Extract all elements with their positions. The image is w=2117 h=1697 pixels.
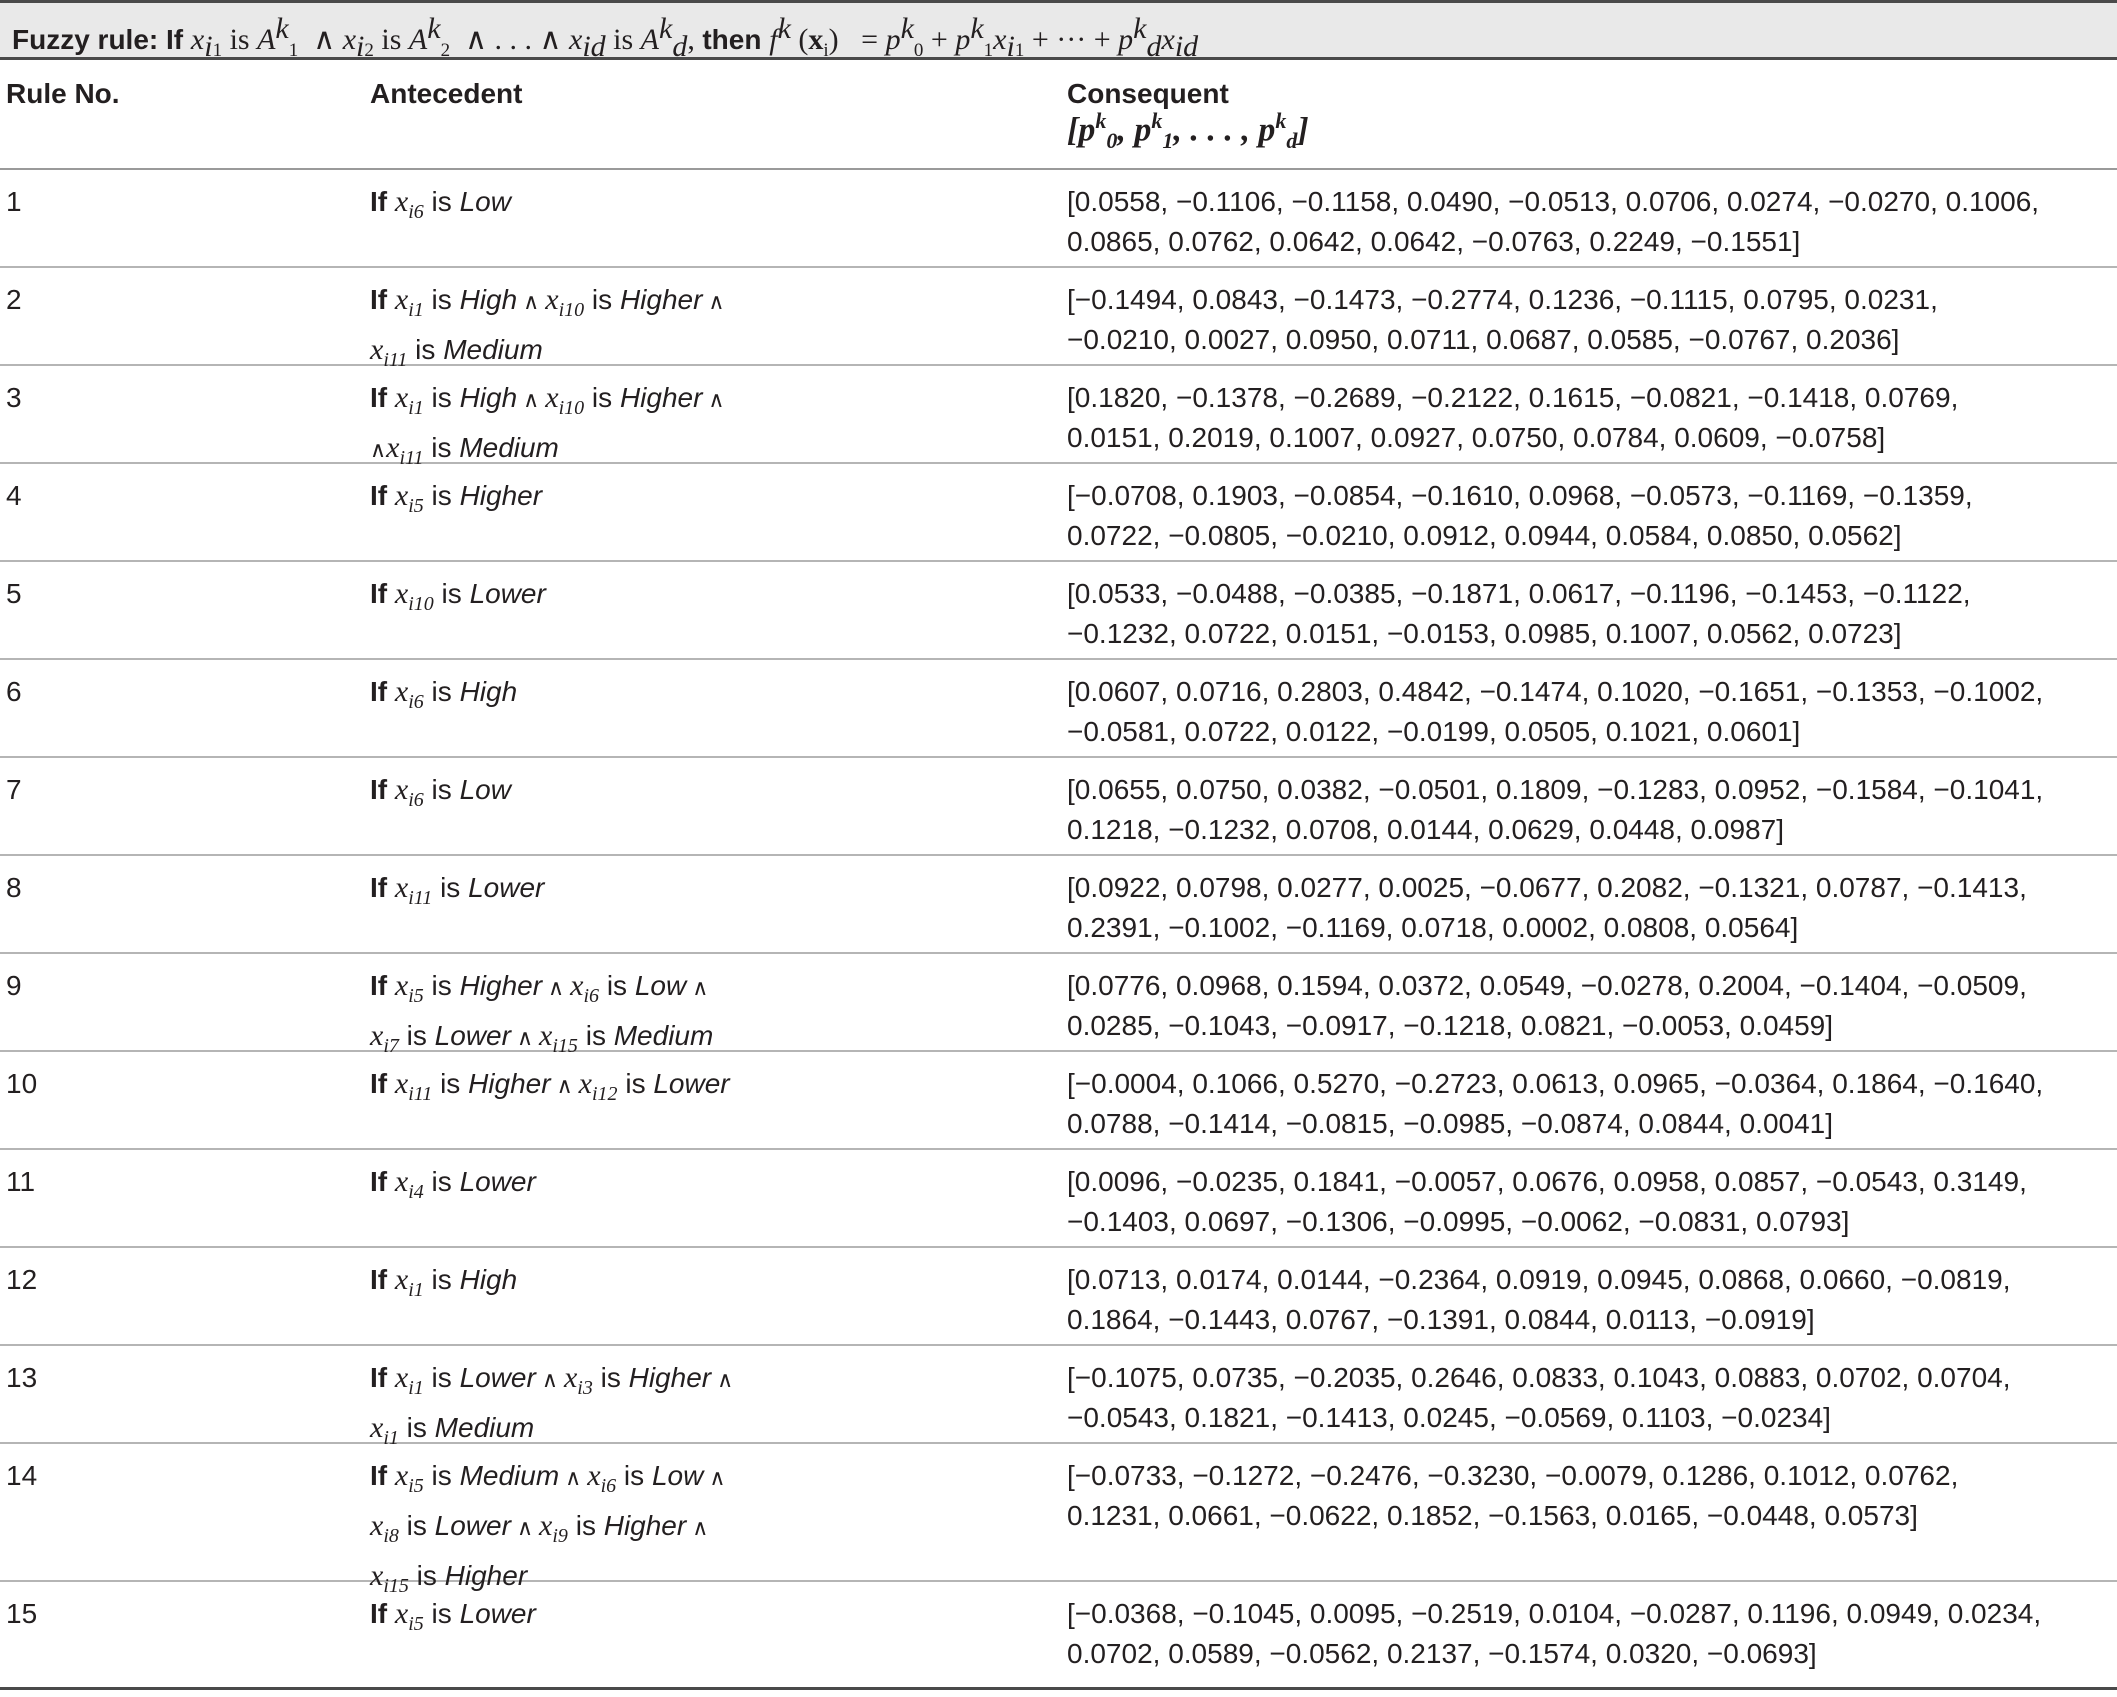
linguistic-term: Higher bbox=[459, 970, 543, 1001]
table-row bbox=[0, 464, 2117, 562]
if-keyword: If bbox=[370, 970, 388, 1001]
linguistic-term: Lower bbox=[469, 578, 546, 609]
table-row bbox=[0, 562, 2117, 660]
variable: $x_{i5}$ bbox=[394, 479, 424, 517]
is-keyword: is bbox=[423, 1264, 460, 1295]
table-row bbox=[0, 1346, 2117, 1449]
is-keyword: is bbox=[432, 1068, 469, 1099]
linguistic-term: Higher bbox=[628, 1362, 712, 1393]
table-row bbox=[0, 1052, 2117, 1150]
consequent-cell: [0.1820, −0.1378, −0.2689, −0.2122, 0.1615, −0.0821, −0.1418, 0.0769, 0.0151, 0.2019, 0.1007, 0.0927, 0.0750, 0.0784, 0.0609, −0.0758] bbox=[1067, 382, 1959, 453]
is-keyword: is bbox=[423, 432, 460, 463]
and-operator: ∧ bbox=[717, 1368, 734, 1393]
table-row bbox=[0, 660, 2117, 758]
rule-number: 13 bbox=[6, 1362, 38, 1393]
and-operator: ∧ bbox=[516, 1516, 534, 1541]
linguistic-term: Medium bbox=[459, 1460, 560, 1491]
antecedent-cell bbox=[370, 378, 810, 478]
antecedent-cell bbox=[370, 574, 810, 624]
and-operator: ∧ bbox=[548, 976, 565, 1001]
rule-number: 6 bbox=[6, 676, 22, 707]
is-keyword: is bbox=[584, 382, 620, 413]
antecedent-cell bbox=[370, 1358, 810, 1458]
caption-if: If bbox=[166, 24, 184, 55]
variable: $x_{i1}$ bbox=[394, 381, 424, 419]
table-header bbox=[0, 60, 2117, 170]
linguistic-term: Lower bbox=[653, 1068, 730, 1099]
table-row bbox=[0, 268, 2117, 371]
linguistic-term: Higher bbox=[619, 284, 703, 315]
consequent-cell: [0.0776, 0.0968, 0.1594, 0.0372, 0.0549, −0.0278, 0.2004, −0.1404, −0.0509, 0.0285, −0.1043, −0.0917, −0.1218, 0.0821, −0.0053, 0.0459] bbox=[1067, 970, 2027, 1041]
is-keyword: is bbox=[423, 970, 460, 1001]
table-row bbox=[0, 1582, 2117, 1690]
and-operator: ∧ bbox=[516, 1026, 534, 1051]
variable: $x_{i12}$ bbox=[578, 1067, 618, 1105]
consequent-cell: [0.0607, 0.0716, 0.2803, 0.4842, −0.1474, 0.1020, −0.1651, −0.1353, −0.1002, −0.0581, 0.0722, 0.0122, −0.0199, 0.0505, 0.1021, 0.0601] bbox=[1067, 676, 2044, 747]
rule-number: 5 bbox=[6, 578, 22, 609]
variable: $x_{i5}$ bbox=[394, 1459, 424, 1497]
is-keyword: is bbox=[567, 1510, 604, 1541]
antecedent-cell bbox=[370, 1594, 810, 1644]
variable: $x_{i11}$ bbox=[370, 333, 408, 371]
linguistic-term: Lower bbox=[459, 1598, 536, 1629]
and-operator: ∧ bbox=[692, 976, 709, 1001]
table-row bbox=[0, 1150, 2117, 1248]
consequent-cell: [−0.0733, −0.1272, −0.2476, −0.3230, −0.0079, 0.1286, 0.1012, 0.0762, 0.1231, 0.0661, −0.0622, 0.1852, −0.1563, 0.0165, −0.0448, 0.0573] bbox=[1067, 1460, 1959, 1531]
consequent-cell: [−0.0368, −0.1045, 0.0095, −0.2519, 0.0104, −0.0287, 0.1196, 0.0949, 0.0234, 0.0702, 0.0589, −0.0562, 0.2137, −0.1574, 0.0320, −0.0693] bbox=[1067, 1598, 2042, 1669]
linguistic-term: Medium bbox=[459, 432, 559, 463]
rule-number: 11 bbox=[6, 1166, 36, 1197]
is-keyword: is bbox=[398, 1412, 435, 1443]
antecedent-cell bbox=[370, 1064, 810, 1114]
linguistic-term: Lower bbox=[434, 1510, 511, 1541]
consequent-cell: [−0.0708, 0.1903, −0.0854, −0.1610, 0.0968, −0.0573, −0.1169, −0.1359, 0.0722, −0.0805, −0.0210, 0.0912, 0.0944, 0.0584, 0.0850, 0.0562] bbox=[1067, 480, 1973, 551]
consequent-cell: [0.0558, −0.1106, −0.1158, 0.0490, −0.0513, 0.0706, 0.0274, −0.0270, 0.1006, 0.0865, 0.0762, 0.0642, 0.0642, −0.0763, 0.2249, −0.1551] bbox=[1067, 186, 2040, 257]
table-row bbox=[0, 1444, 2117, 1597]
variable: $x_{i10}$ bbox=[394, 577, 434, 615]
rule-number: 9 bbox=[6, 970, 22, 1001]
variable: $x_{i6}$ bbox=[394, 675, 424, 713]
linguistic-term: Low bbox=[459, 774, 511, 805]
rule-number: 3 bbox=[6, 382, 22, 413]
variable: $x_{i4}$ bbox=[394, 1165, 424, 1203]
table-row bbox=[0, 170, 2117, 268]
if-keyword: If bbox=[370, 872, 388, 903]
variable: $x_{i5}$ bbox=[394, 1597, 424, 1635]
is-keyword: is bbox=[408, 1560, 445, 1591]
table-row bbox=[0, 856, 2117, 954]
consequent-cell: [−0.1494, 0.0843, −0.1473, −0.2774, 0.1236, −0.1115, 0.0795, 0.0231, −0.0210, 0.0027, 0.0950, 0.0711, 0.0687, 0.0585, −0.0767, 0.2036] bbox=[1067, 284, 1938, 355]
linguistic-term: Lower bbox=[468, 872, 545, 903]
rule-number: 14 bbox=[6, 1460, 38, 1491]
if-keyword: If bbox=[370, 1068, 388, 1099]
antecedent-cell bbox=[370, 1260, 810, 1310]
and-operator: ∧ bbox=[541, 1368, 558, 1393]
variable: $x_{i1}$ bbox=[370, 1411, 399, 1449]
is-keyword: is bbox=[423, 1166, 460, 1197]
is-keyword: is bbox=[433, 578, 470, 609]
antecedent-cell bbox=[370, 868, 810, 918]
is-keyword: is bbox=[398, 1020, 435, 1051]
variable: $x_{i6}$ bbox=[570, 969, 600, 1007]
variable: $x_{i15}$ bbox=[370, 1559, 409, 1597]
linguistic-term: Higher bbox=[619, 382, 703, 413]
if-keyword: If bbox=[370, 284, 388, 315]
variable: $x_{i11}$ bbox=[394, 1067, 433, 1105]
rule-number: 2 bbox=[6, 284, 22, 315]
if-keyword: If bbox=[370, 1460, 388, 1491]
variable: $x_{i6}$ bbox=[587, 1459, 617, 1497]
variable: $x_{i11}$ bbox=[394, 871, 433, 909]
antecedent-cell bbox=[370, 770, 810, 820]
variable: $x_{i9}$ bbox=[539, 1509, 568, 1547]
is-keyword: is bbox=[423, 186, 460, 217]
is-keyword: is bbox=[592, 1362, 629, 1393]
is-keyword: is bbox=[423, 284, 460, 315]
consequent-cell: [0.0922, 0.0798, 0.0277, 0.0025, −0.0677, 0.2082, −0.1321, 0.0787, −0.1413, 0.2391, −0.1002, −0.1169, 0.0718, 0.0002, 0.0808, 0.0564] bbox=[1067, 872, 2027, 943]
antecedent-cell bbox=[370, 182, 810, 232]
rule-number: 8 bbox=[6, 872, 22, 903]
header-antecedent: Antecedent bbox=[370, 78, 523, 109]
variable: $x_{i6}$ bbox=[394, 773, 424, 811]
linguistic-term: Higher bbox=[459, 480, 543, 511]
rule-number: 7 bbox=[6, 774, 22, 805]
is-keyword: is bbox=[432, 872, 469, 903]
antecedent-cell bbox=[370, 966, 810, 1066]
is-keyword: is bbox=[423, 1362, 460, 1393]
if-keyword: If bbox=[370, 1166, 388, 1197]
caption-formula: $x_{i1}$ is $A^k_1$ ∧ $x_{i2}$ is $A^k_2$ ∧ . . . ∧ $x_{id}$ is $A^k_d$, bbox=[190, 12, 703, 63]
variable: $x_{i1}$ bbox=[394, 1361, 424, 1399]
antecedent-cell bbox=[370, 280, 810, 380]
if-keyword: If bbox=[370, 676, 388, 707]
antecedent-cell bbox=[370, 476, 810, 526]
linguistic-term: Medium bbox=[613, 1020, 714, 1051]
linguistic-term: Higher bbox=[603, 1510, 687, 1541]
variable: $x_{i15}$ bbox=[539, 1019, 578, 1057]
variable: $x_{i1}$ bbox=[394, 283, 424, 321]
linguistic-term: High bbox=[459, 382, 518, 413]
if-keyword: If bbox=[370, 186, 388, 217]
and-operator: ∧ bbox=[692, 1516, 709, 1541]
variable: $\wedge x_{i11}$ bbox=[370, 431, 424, 469]
variable: $x_{i3}$ bbox=[563, 1361, 593, 1399]
consequent-cell: [−0.0004, 0.1066, 0.5270, −0.2723, 0.0613, 0.0965, −0.0364, 0.1864, −0.1640, 0.0788, −0.1414, −0.0815, −0.0985, −0.0874, 0.0844, 0.0041] bbox=[1067, 1068, 2044, 1139]
table-row bbox=[0, 366, 2117, 469]
header-consequent: Consequent bbox=[1067, 78, 1229, 109]
if-keyword: If bbox=[370, 1598, 388, 1629]
linguistic-term: Lower bbox=[459, 1166, 536, 1197]
is-keyword: is bbox=[584, 284, 620, 315]
antecedent-cell bbox=[370, 672, 810, 722]
linguistic-term: Higher bbox=[468, 1068, 551, 1099]
and-operator: ∧ bbox=[708, 290, 725, 315]
is-keyword: is bbox=[423, 382, 460, 413]
consequent-cell: [−0.1075, 0.0735, −0.2035, 0.2646, 0.0833, 0.1043, 0.0883, 0.0702, 0.0704, −0.0543, 0.1821, −0.1413, 0.0245, −0.0569, 0.1103, −0.0234] bbox=[1067, 1362, 2011, 1433]
caption-label: Fuzzy rule: bbox=[12, 24, 159, 55]
is-keyword: is bbox=[616, 1460, 652, 1491]
variable: $x_{i1}$ bbox=[394, 1263, 424, 1301]
antecedent-cell bbox=[370, 1162, 810, 1212]
variable: $x_{i10}$ bbox=[545, 381, 585, 419]
is-keyword: is bbox=[423, 774, 460, 805]
and-operator: ∧ bbox=[523, 388, 540, 413]
rule-number: 4 bbox=[6, 480, 22, 511]
header-rule-no: Rule No. bbox=[6, 78, 120, 109]
if-keyword: If bbox=[370, 774, 388, 805]
rule-number: 10 bbox=[6, 1068, 38, 1099]
and-operator: ∧ bbox=[708, 388, 725, 413]
linguistic-term: Lower bbox=[459, 1362, 536, 1393]
table-row bbox=[0, 758, 2117, 856]
variable: $x_{i5}$ bbox=[394, 969, 424, 1007]
linguistic-term: Medium bbox=[434, 1412, 535, 1443]
and-operator: ∧ bbox=[709, 1466, 726, 1491]
linguistic-term: Low bbox=[459, 186, 511, 217]
is-keyword: is bbox=[617, 1068, 654, 1099]
is-keyword: is bbox=[423, 1598, 460, 1629]
is-keyword: is bbox=[423, 676, 460, 707]
is-keyword: is bbox=[577, 1020, 614, 1051]
variable: $x_{i6}$ bbox=[394, 185, 424, 223]
linguistic-term: High bbox=[459, 1264, 518, 1295]
linguistic-term: Low bbox=[651, 1460, 704, 1491]
linguistic-term: Low bbox=[634, 970, 687, 1001]
is-keyword: is bbox=[423, 1460, 460, 1491]
and-operator: ∧ bbox=[523, 290, 540, 315]
header-consequent-vector: [$p^k_0$, $p^k_1$, . . . , $p^k_d$] bbox=[1067, 108, 1309, 154]
if-keyword: If bbox=[370, 382, 388, 413]
variable: $x_{i8}$ bbox=[370, 1509, 399, 1547]
table-row bbox=[0, 954, 2117, 1057]
consequent-cell: [0.0096, −0.0235, 0.1841, −0.0057, 0.0676, 0.0958, 0.0857, −0.0543, 0.3149, −0.1403, 0.0697, −0.1306, −0.0995, −0.0062, −0.0831, 0.0793] bbox=[1067, 1166, 2027, 1237]
caption-then: then bbox=[702, 24, 762, 55]
variable: $x_{i7}$ bbox=[370, 1019, 399, 1057]
and-operator: ∧ bbox=[565, 1466, 582, 1491]
consequent-cell: [0.0533, −0.0488, −0.0385, −0.1871, 0.0617, −0.1196, −0.1453, −0.1122, −0.1232, 0.0722, 0.0151, −0.0153, 0.0985, 0.1007, 0.0562, 0.0723] bbox=[1067, 578, 1971, 649]
is-keyword: is bbox=[398, 1510, 435, 1541]
table-caption bbox=[0, 0, 2117, 63]
rule-number: 15 bbox=[6, 1598, 38, 1629]
rule-number: 1 bbox=[6, 186, 22, 217]
if-keyword: If bbox=[370, 480, 388, 511]
linguistic-term: Higher bbox=[444, 1560, 528, 1591]
consequent-cell: [0.0655, 0.0750, 0.0382, −0.0501, 0.1809, −0.1283, 0.0952, −0.1584, −0.1041, 0.1218, −0.1232, 0.0708, 0.0144, 0.0629, 0.0448, 0.0987] bbox=[1067, 774, 2044, 845]
caption-consequent-formula: $f^k$ $(x_i) = p^k_0 + p^k_1x_{i1}$ + ··· + $p^k_dx_{id}$ bbox=[769, 12, 1199, 63]
is-keyword: is bbox=[407, 334, 444, 365]
linguistic-term: High bbox=[459, 676, 518, 707]
linguistic-term: Lower bbox=[434, 1020, 511, 1051]
consequent-cell: [0.0713, 0.0174, 0.0144, −0.2364, 0.0919, 0.0945, 0.0868, 0.0660, −0.0819, 0.1864, −0.1443, 0.0767, −0.1391, 0.0844, 0.0113, −0.0919] bbox=[1067, 1264, 2011, 1335]
if-keyword: If bbox=[370, 1264, 388, 1295]
table-row bbox=[0, 1248, 2117, 1346]
linguistic-term: Medium bbox=[443, 334, 543, 365]
is-keyword: is bbox=[423, 480, 460, 511]
if-keyword: If bbox=[370, 578, 388, 609]
and-operator: ∧ bbox=[556, 1074, 573, 1099]
linguistic-term: High bbox=[459, 284, 518, 315]
if-keyword: If bbox=[370, 1362, 388, 1393]
is-keyword: is bbox=[599, 970, 635, 1001]
variable: $x_{i10}$ bbox=[545, 283, 585, 321]
rule-number: 12 bbox=[6, 1264, 38, 1295]
